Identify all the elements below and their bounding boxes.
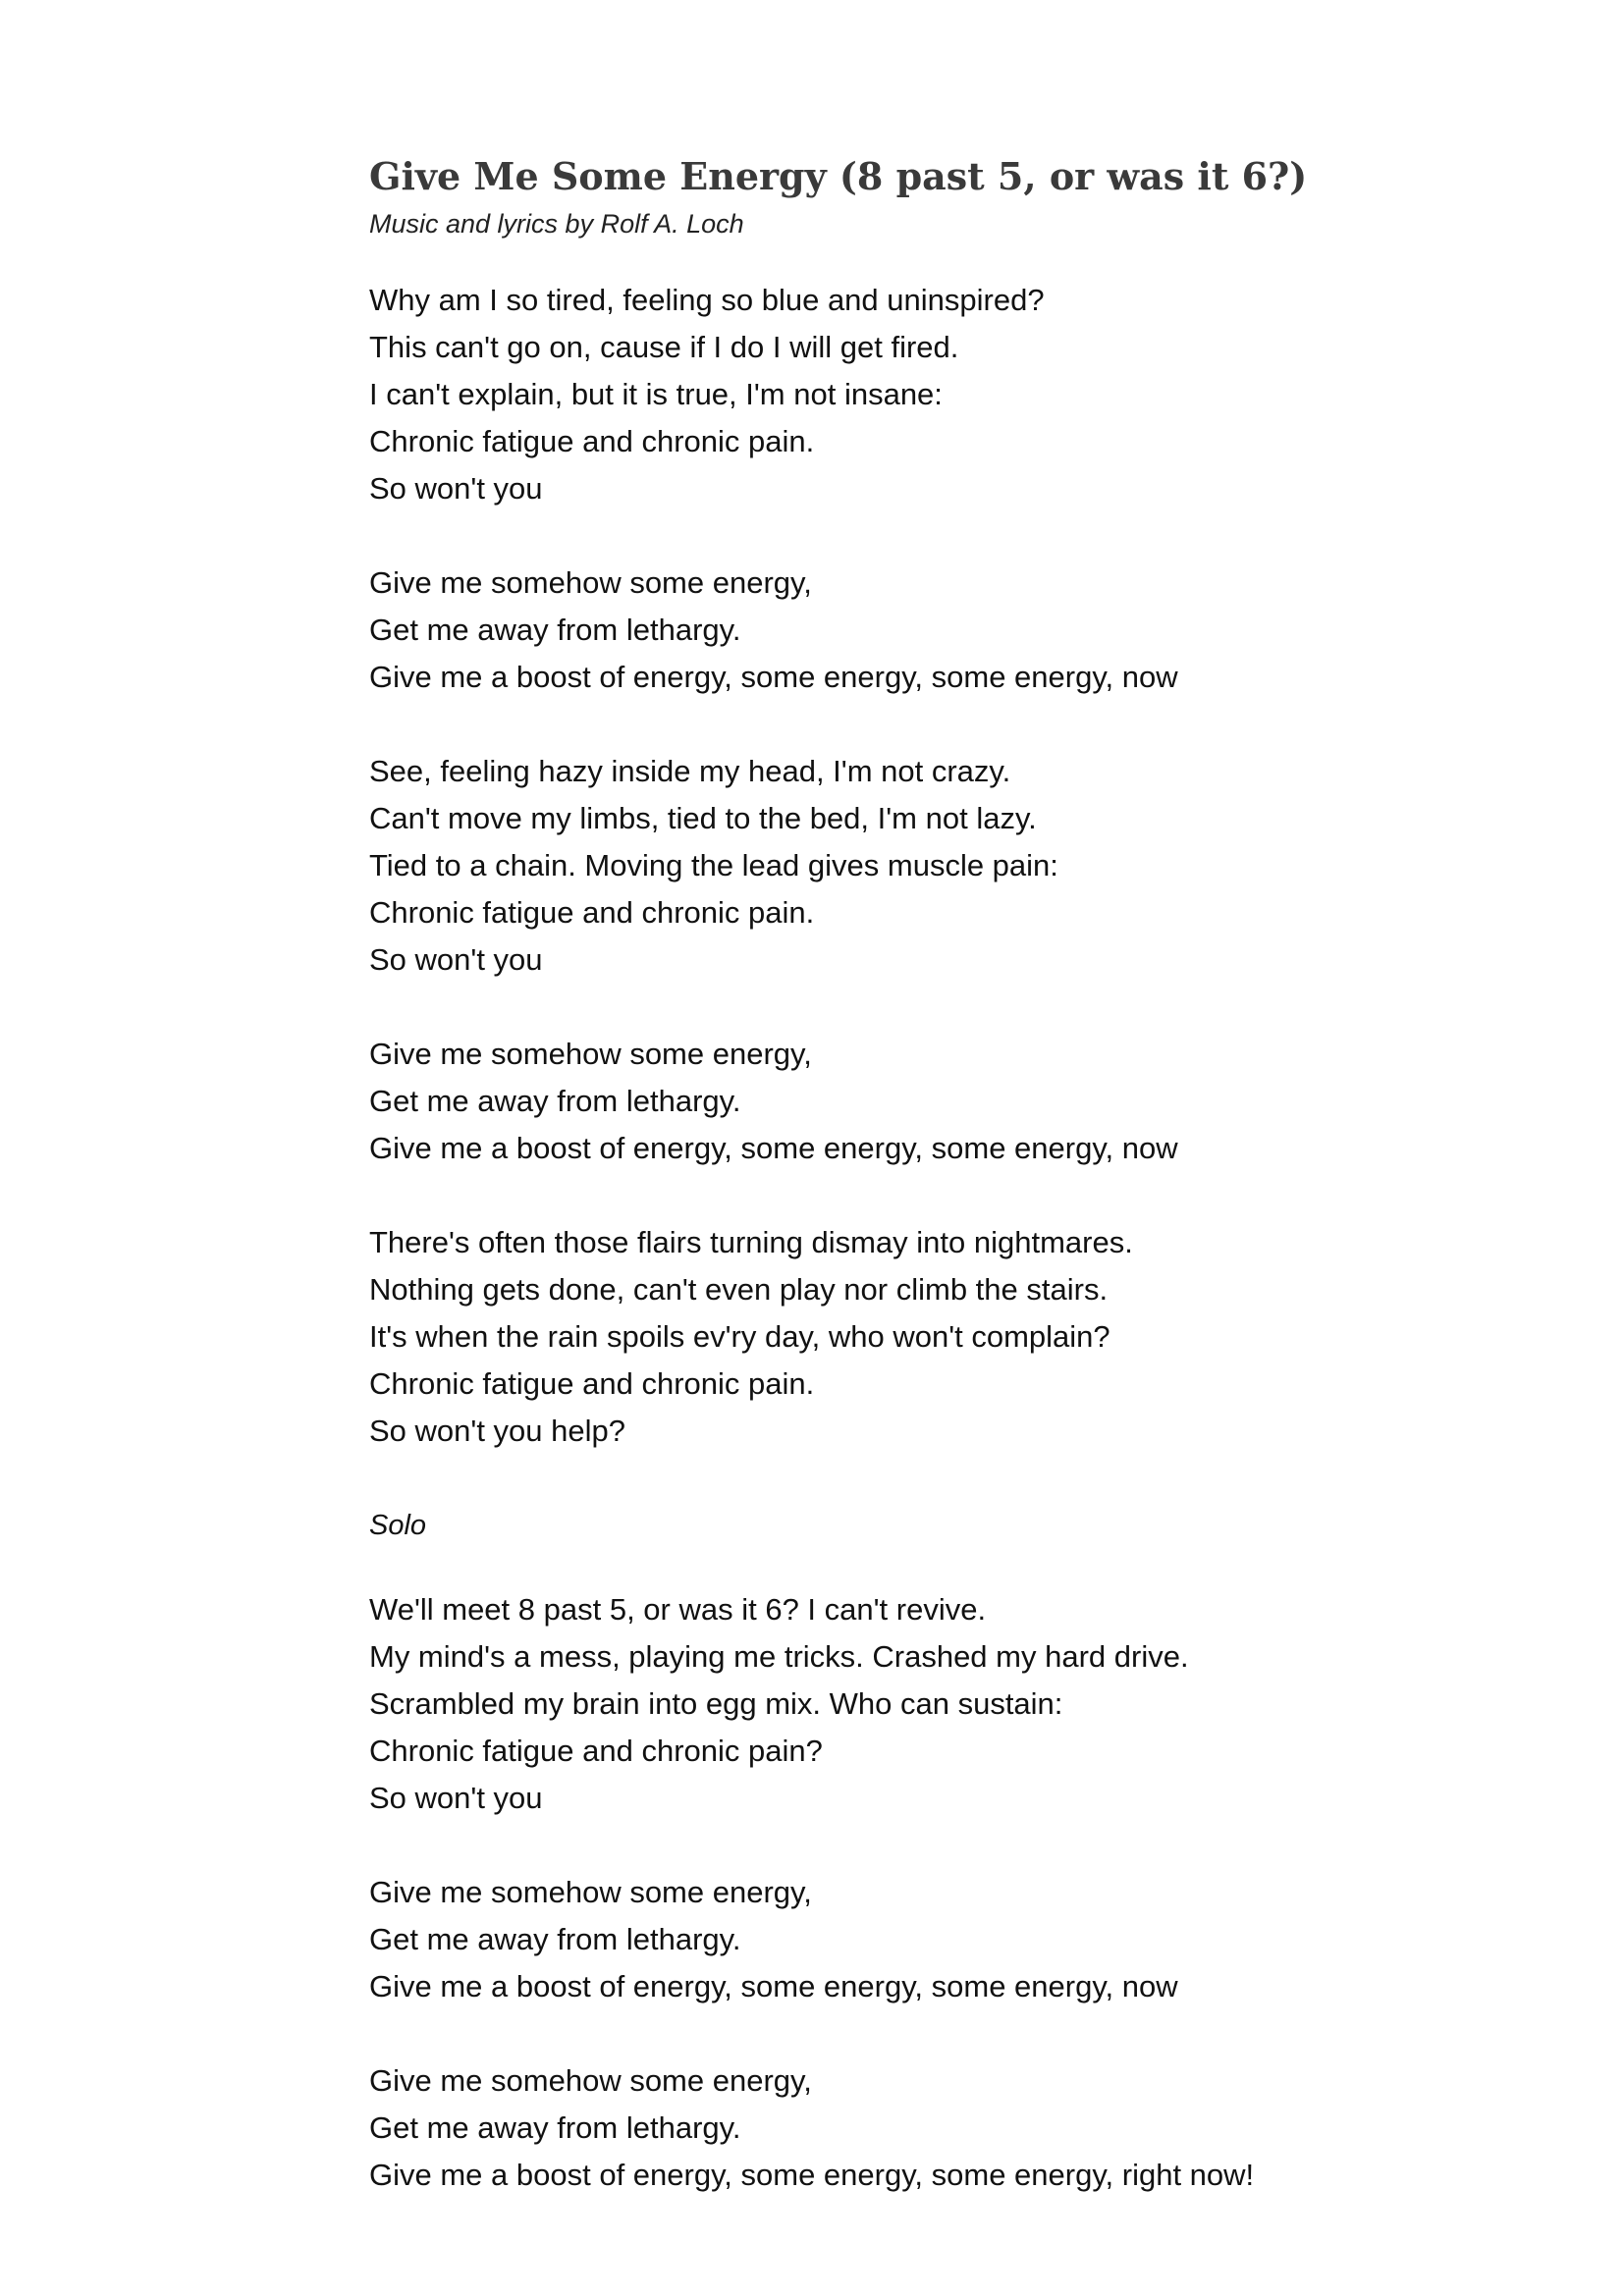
lyric-line: I can't explain, but it is true, I'm not insane: xyxy=(369,377,943,411)
lyrics-body xyxy=(369,277,1547,2199)
lyric-line: There's often those flairs turning dismay into nightmares. xyxy=(369,1225,1133,1259)
lyric-line: So won't you help? xyxy=(369,1414,625,1448)
lyric-line: Chronic fatigue and chronic pain. xyxy=(369,424,815,458)
chorus-2 xyxy=(369,1031,1547,1172)
lyric-line: My mind's a mess, playing me tricks. Crashed my hard drive. xyxy=(369,1639,1189,1674)
lyric-line: Get me away from lethargy. xyxy=(369,1922,741,1956)
lyric-line: It's when the rain spoils ev'ry day, who won't complain? xyxy=(369,1319,1110,1354)
verse-2 xyxy=(369,748,1547,984)
lyric-line: Get me away from lethargy. xyxy=(369,1084,741,1118)
lyric-line: This can't go on, cause if I do I will get fired. xyxy=(369,330,959,364)
song-title: Give Me Some Energy (8 past 5, or was it 6?) xyxy=(369,154,1308,198)
lyric-line: Chronic fatigue and chronic pain? xyxy=(369,1734,823,1768)
lyric-line: Give me somehow some energy, xyxy=(369,1037,812,1071)
lyric-line: Chronic fatigue and chronic pain. xyxy=(369,895,815,930)
lyric-line: Give me a boost of energy, some energy, some energy, now xyxy=(369,1969,1178,2003)
verse-1 xyxy=(369,277,1547,512)
chorus-3 xyxy=(369,1869,1547,2010)
lyric-line: Give me a boost of energy, some energy, some energy, right now! xyxy=(369,2158,1255,2192)
lyric-line: Tied to a chain. Moving the lead gives muscle pain: xyxy=(369,848,1058,882)
lyric-line: See, feeling hazy inside my head, I'm not crazy. xyxy=(369,754,1011,788)
lyric-line: So won't you xyxy=(369,1781,543,1815)
lyric-line: So won't you xyxy=(369,942,543,977)
lyric-line: Give me somehow some energy, xyxy=(369,565,812,600)
lyrics-sheet xyxy=(369,147,1547,2246)
lyric-line: Can't move my limbs, tied to the bed, I'm not lazy. xyxy=(369,801,1037,835)
verse-4 xyxy=(369,1586,1547,1822)
verse-3 xyxy=(369,1219,1547,1455)
lyric-line: Get me away from lethargy. xyxy=(369,2110,741,2145)
lyric-line: Nothing gets done, can't even play nor climb the stairs. xyxy=(369,1272,1109,1307)
lyric-line: Scrambled my brain into egg mix. Who can sustain: xyxy=(369,1686,1063,1721)
lyric-line: Give me a boost of energy, some energy, some energy, now xyxy=(369,660,1178,694)
lyric-line: Give me a boost of energy, some energy, some energy, now xyxy=(369,1131,1178,1165)
solo-marker: Solo xyxy=(369,1510,427,1541)
chorus-1 xyxy=(369,560,1547,701)
lyric-line: Give me somehow some energy, xyxy=(369,2063,812,2098)
chorus-4 xyxy=(369,2057,1547,2199)
lyric-line: Get me away from lethargy. xyxy=(369,613,741,647)
lyric-line: So won't you xyxy=(369,471,543,506)
lyric-line: We'll meet 8 past 5, or was it 6? I can't revive. xyxy=(369,1592,987,1627)
lyric-line: Give me somehow some energy, xyxy=(369,1875,812,1909)
lyric-line: Chronic fatigue and chronic pain. xyxy=(369,1366,815,1401)
song-credits: Music and lyrics by Rolf A. Loch xyxy=(369,209,744,239)
lyric-line: Why am I so tired, feeling so blue and uninspired? xyxy=(369,283,1045,317)
